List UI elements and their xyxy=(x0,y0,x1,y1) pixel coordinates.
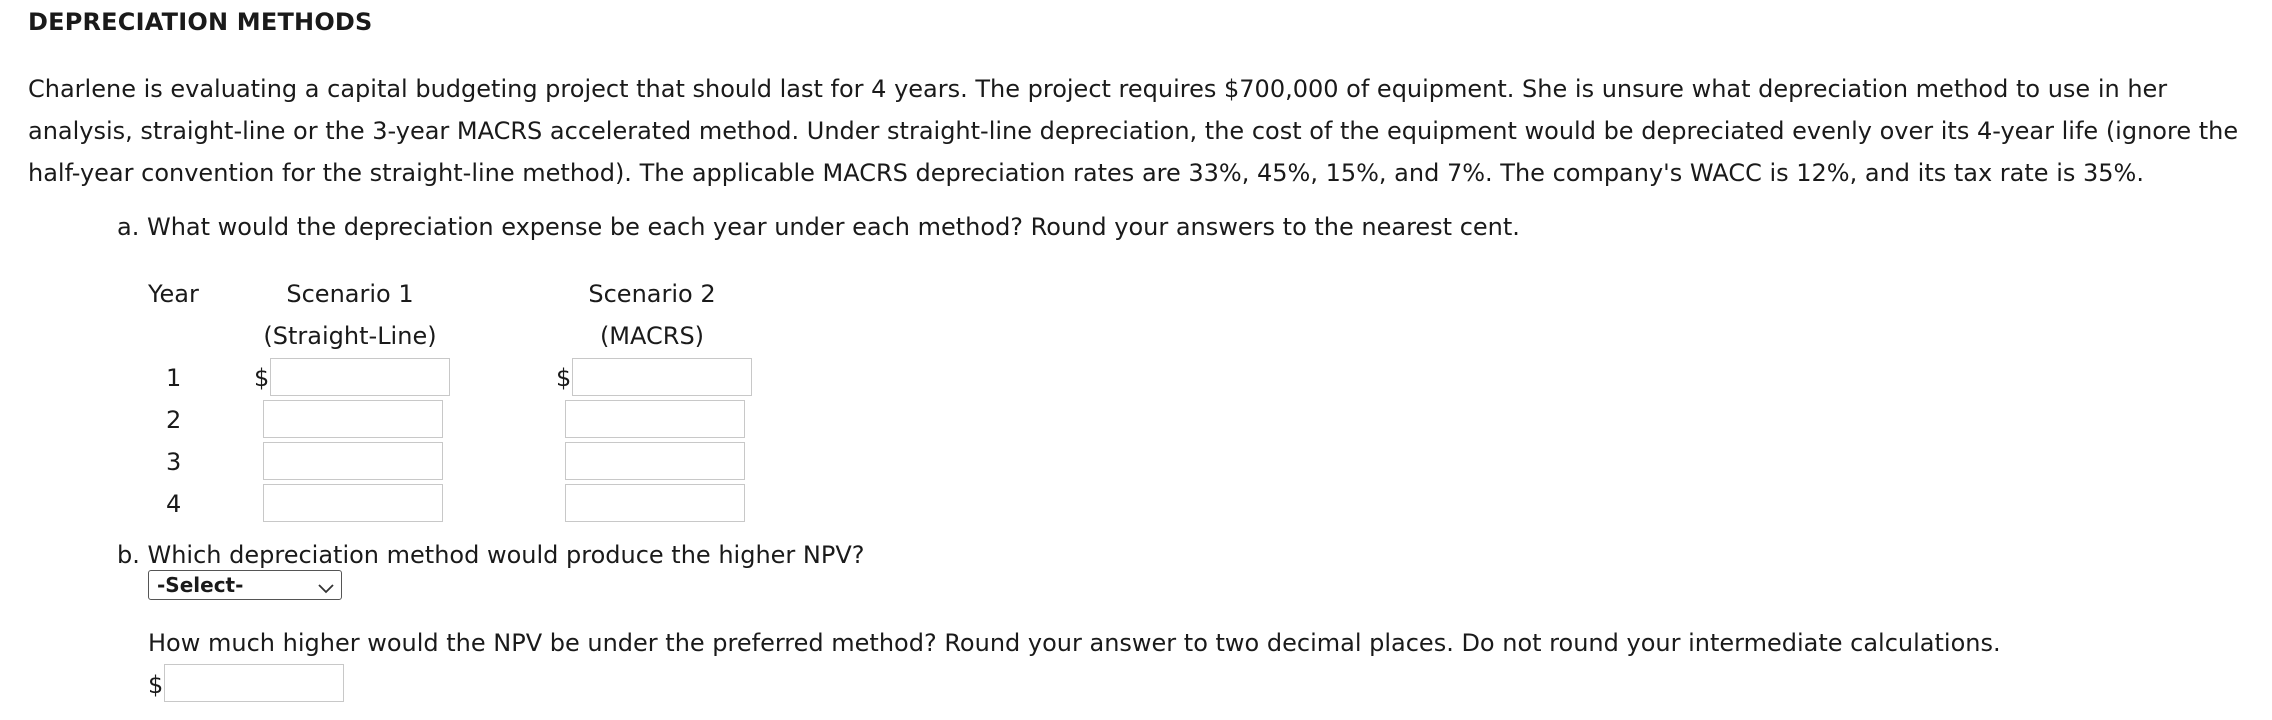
currency-symbol: $ xyxy=(148,671,164,699)
scenario2-column-subheader: (MACRS) xyxy=(599,322,705,350)
year-label: 3 xyxy=(166,448,182,476)
npv-difference-input[interactable] xyxy=(164,664,344,702)
year-label: 4 xyxy=(166,490,182,518)
currency-symbol: $ xyxy=(556,364,572,392)
select-value: -Select- xyxy=(157,573,244,597)
currency-symbol: $ xyxy=(254,364,270,392)
scenario1-column-subheader: (Straight-Line) xyxy=(263,322,437,350)
page-title: DEPRECIATION METHODS xyxy=(28,8,373,36)
scenario2-year1-input[interactable] xyxy=(572,358,752,396)
chevron-down-icon xyxy=(317,579,335,591)
year-label: 2 xyxy=(166,406,182,434)
year-column-header: Year xyxy=(148,280,199,308)
question-b: b. Which depreciation method would produce the higher NPV? xyxy=(117,541,865,569)
question-npv-difference: How much higher would the NPV be under the preferred method? Round your answer to two decimal places. Do not round your intermediate calculations. xyxy=(148,629,2001,657)
scenario2-year4-input[interactable] xyxy=(565,484,745,522)
method-select[interactable] xyxy=(148,570,342,600)
scenario1-year3-input[interactable] xyxy=(263,442,443,480)
scenario1-year4-input[interactable] xyxy=(263,484,443,522)
scenario2-year2-input[interactable] xyxy=(565,400,745,438)
scenario1-year2-input[interactable] xyxy=(263,400,443,438)
problem-text: Charlene is evaluating a capital budgeting project that should last for 4 years. The project requires $700,000 of equipment. She is unsure what depreciation method to use in her analysis, straight-line or the 3-year MACRS accelerated method. Under straight-line depreciation, the cost of the equipment would be depreciated evenly over its 4-year life (ignore the half-year convention for the straight-line method). The applicable MACRS depreciation rates are 33%, 45%, 15%, and 7%. The company's WACC is 12%, and its tax rate is 35%. xyxy=(28,75,2239,187)
question-a: a. What would the depreciation expense be each year under each method? Round your answers to the nearest cent. xyxy=(117,213,1520,241)
year-label: 1 xyxy=(166,364,182,392)
scenario2-year3-input[interactable] xyxy=(565,442,745,480)
scenario1-column-header: Scenario 1 xyxy=(286,280,414,308)
scenario2-column-header: Scenario 2 xyxy=(588,280,716,308)
scenario1-year1-input[interactable] xyxy=(270,358,450,396)
